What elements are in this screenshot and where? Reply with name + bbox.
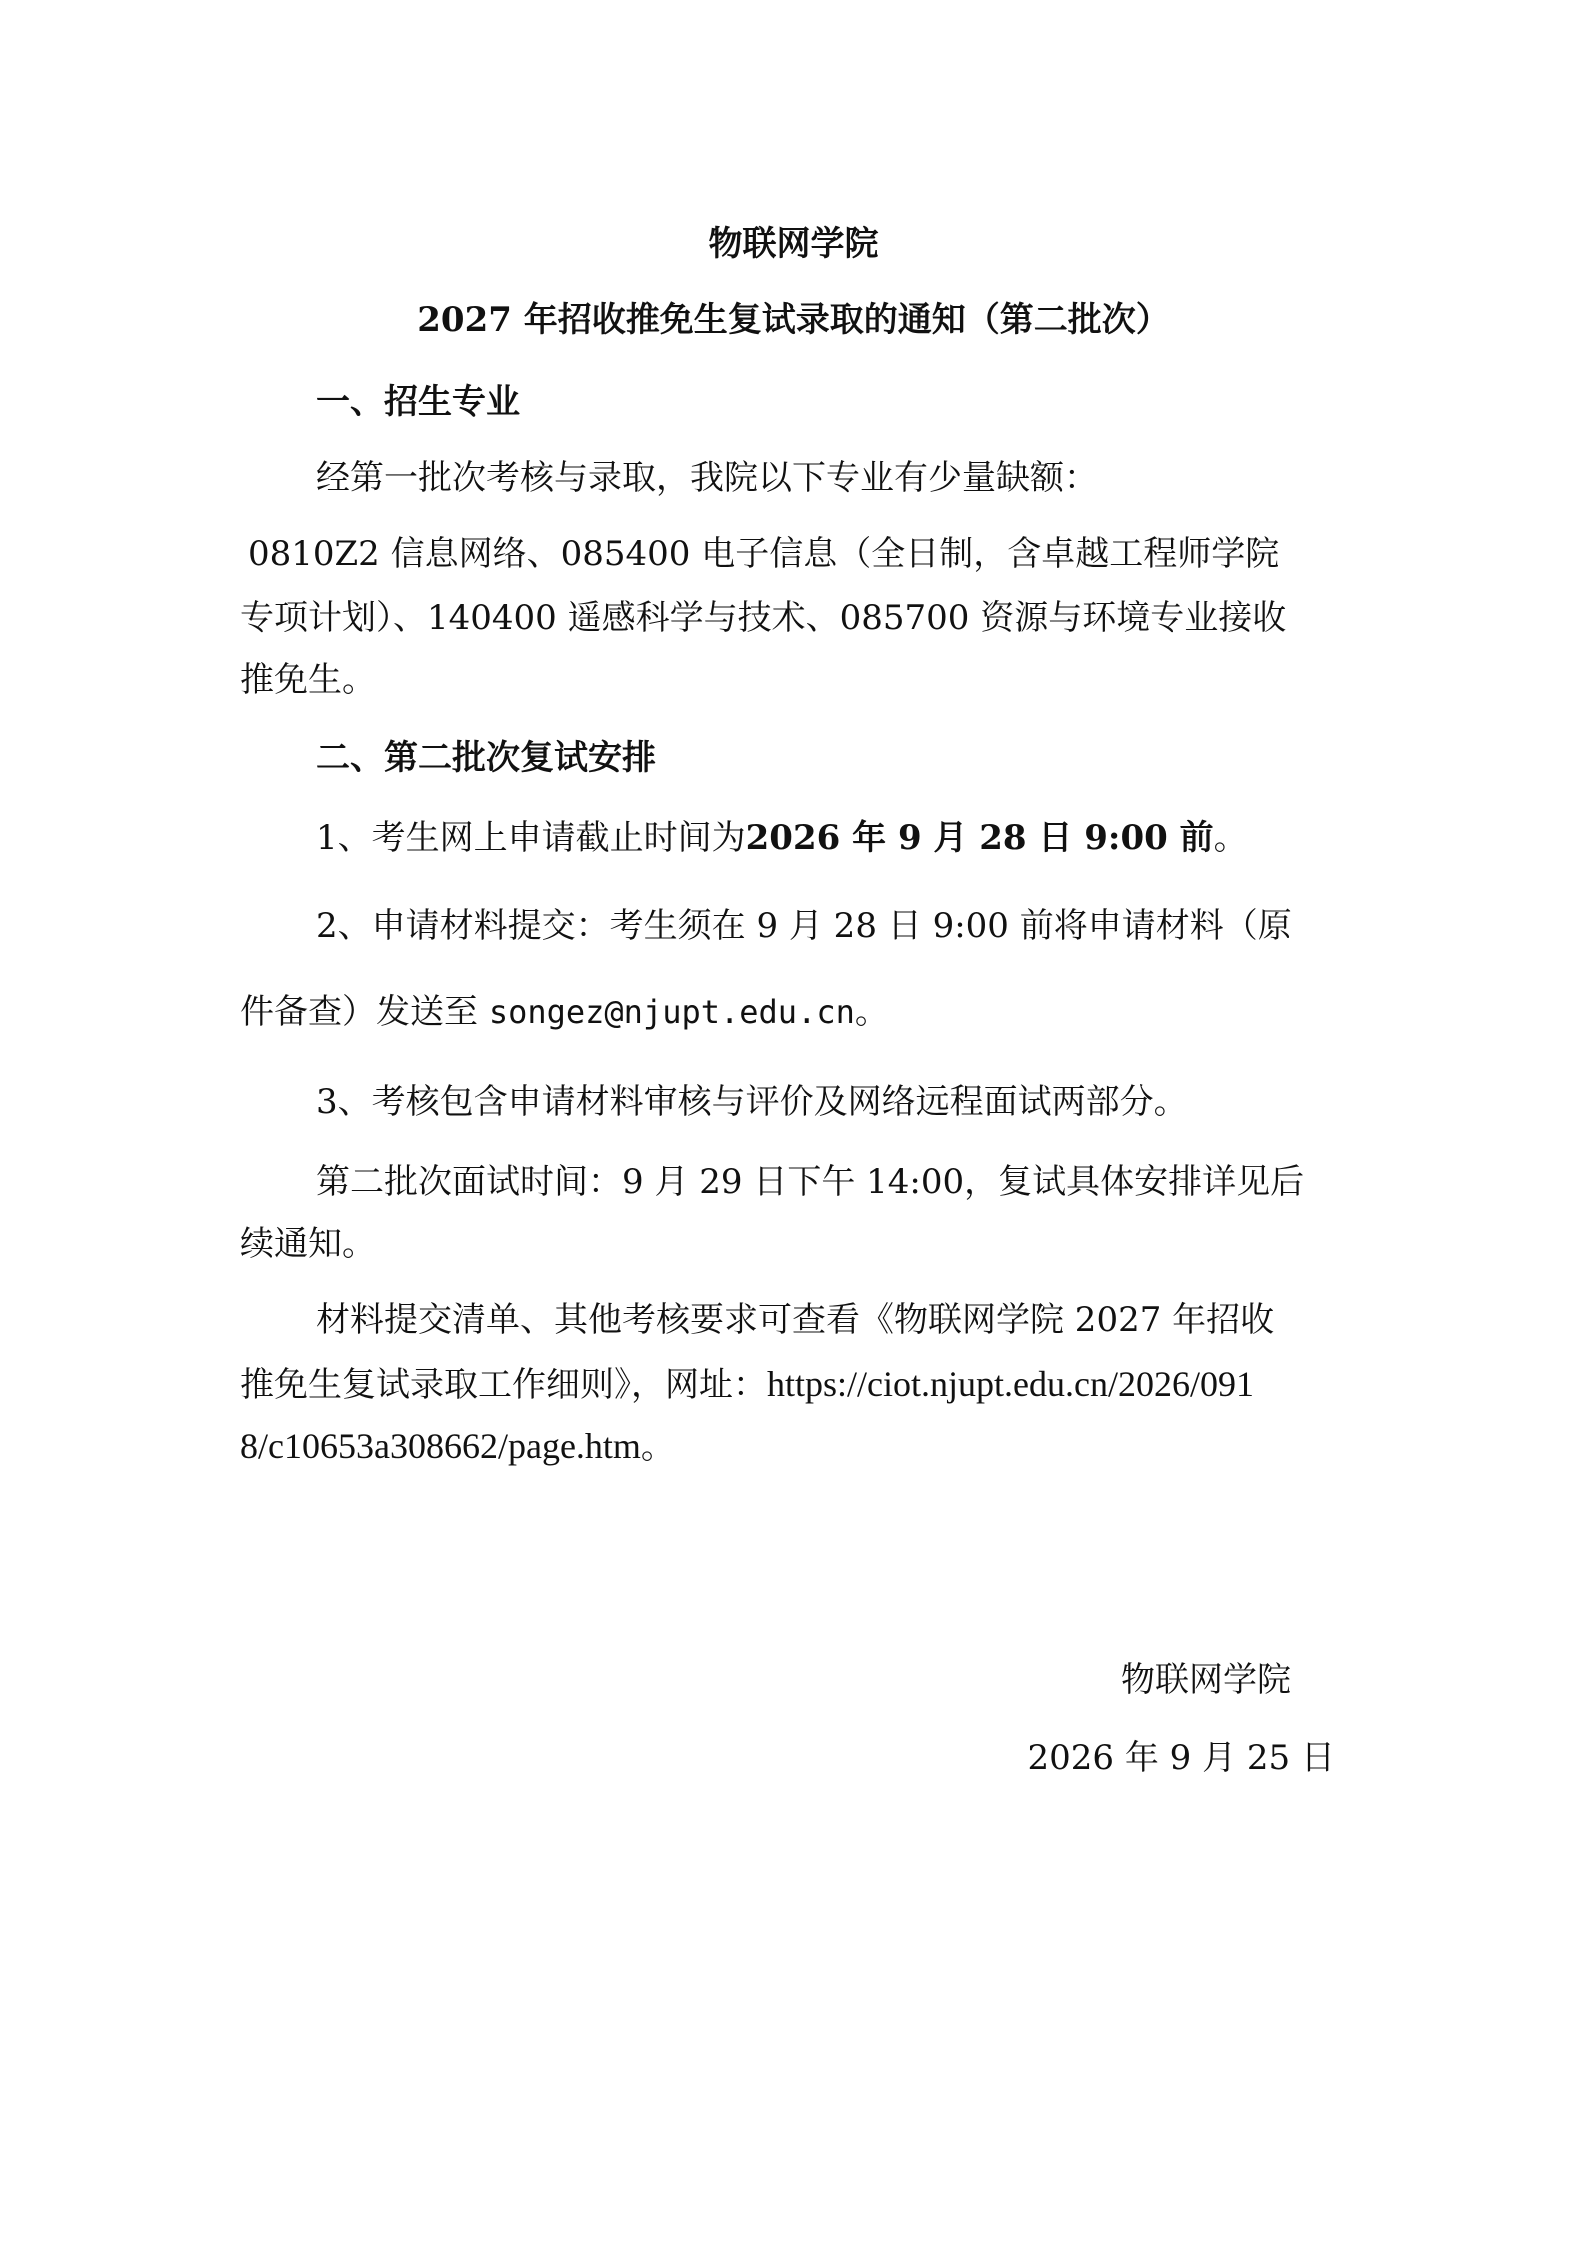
- materials-suffix: 。: [640, 1427, 675, 1467]
- org-heading: 物联网学院: [708, 224, 879, 264]
- signature-org: 物联网学院: [1121, 1660, 1291, 1700]
- majors-line3: 推免生。: [240, 660, 376, 700]
- item1-suffix: 。: [1213, 818, 1248, 858]
- url-part2: 8/c10653a308662/page.htm: [240, 1426, 641, 1466]
- materials-line2: [240, 1364, 1254, 1405]
- item2-line1: 2、申请材料提交：考生须在 9 月 28 日 9:00 前将申请材料（原: [316, 906, 1292, 946]
- interview-line2: 续通知。: [240, 1224, 376, 1264]
- materials-prefix: 推免生复试录取工作细则》，网址：: [240, 1365, 767, 1405]
- materials-line3: [240, 1426, 675, 1467]
- item1-prefix: 1、考生网上申请截止时间为: [316, 818, 746, 858]
- majors-line2: 专项计划）、140400 遥感科学与技术、085700 资源与环境专业接收: [240, 598, 1287, 638]
- item1: [316, 818, 1248, 858]
- url-part1: https://ciot.njupt.edu.cn/2026/091: [767, 1364, 1254, 1404]
- interview-line1: 第二批次面试时间：9 月 29 日下午 14:00，复试具体安排详见后: [316, 1162, 1305, 1202]
- item3: 3、考核包含申请材料审核与评价及网络远程面试两部分。: [316, 1082, 1188, 1122]
- notice-title: 2027 年招收推免生复试录取的通知（第二批次）: [417, 300, 1170, 340]
- signature-date: 2026 年 9 月 25 日: [1027, 1738, 1335, 1778]
- email-address: songez@njupt.edu.cn: [488, 993, 855, 1031]
- item1-deadline: 2026 年 9 月 28 日 9:00 前: [745, 818, 1214, 858]
- item2-suffix: 。: [854, 992, 889, 1032]
- item2-prefix: 件备查）发送至: [240, 992, 489, 1032]
- section2-heading: 二、第二批次复试安排: [316, 738, 656, 778]
- materials-line1: 材料提交清单、其他考核要求可查看《物联网学院 2027 年招收: [316, 1300, 1275, 1340]
- section1-intro: 经第一批次考核与录取，我院以下专业有少量缺额：: [316, 458, 1098, 498]
- section1-heading: 一、招生专业: [316, 382, 520, 422]
- majors-line1: 0810Z2 信息网络、085400 电子信息（全日制，含卓越工程师学院: [248, 534, 1280, 574]
- item2-line2: [240, 992, 889, 1032]
